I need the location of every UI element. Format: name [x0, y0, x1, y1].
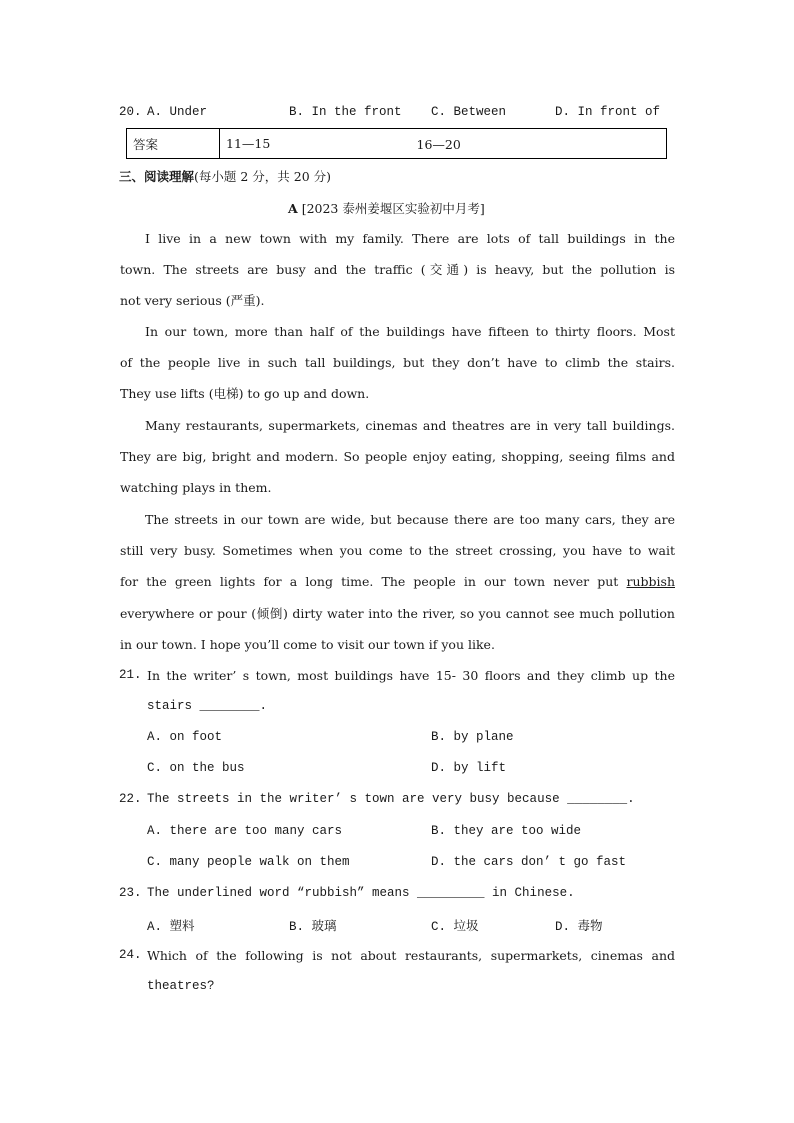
paragraph-line: town. The streets are busy and the traffic (交通) is heavy, but the pollution is [120, 262, 675, 278]
paragraph-line: The streets in our town are wide, but because there are too many cars, they are [145, 512, 675, 527]
option-b: B. they are too wide [431, 824, 582, 838]
answer-range-1: 11—15 [226, 136, 271, 151]
question-number: 24. [119, 948, 142, 962]
passage-paragraph-4 [120, 504, 675, 660]
question-stem-cont: theatres? [147, 979, 215, 993]
passage-heading [288, 199, 485, 217]
paragraph-line: of the people live in such tall buildings, but they don’t have to climb the stairs. [120, 355, 675, 371]
question-stem: The underlined word “rubbish” means _________ in Chinese. [147, 886, 575, 900]
paragraph-line: watching plays in them. [120, 480, 272, 496]
answer-table [126, 128, 667, 159]
option-b: B. 玻璃 [289, 920, 337, 934]
question-stem: Which of the following is not about restaurants, supermarkets, cinemas and [147, 948, 675, 963]
option-a: A. 塑料 [147, 920, 195, 934]
option-c: C. many people walk on them [147, 855, 350, 869]
section-note: (每小题 2 分，共 20 分) [194, 169, 332, 184]
section-title: 三、阅读理解 [119, 169, 195, 184]
option-c: C. Between [431, 105, 507, 119]
answer-cell [220, 129, 667, 159]
paragraph-line: still very busy. Sometimes when you come to the street crossing, you have to wait [120, 543, 675, 559]
paragraph-line: in our town. I hope you’ll come to visit our town if you like. [120, 636, 495, 652]
option-b: B. In the front [289, 105, 402, 119]
underlined-word: rubbish [626, 574, 675, 590]
paragraph-line: In our town, more than half of the buildings have fifteen to thirty floors. Most [145, 324, 675, 339]
option-a: A. Under [147, 105, 208, 119]
option-d: D. by lift [431, 761, 507, 775]
option-c: C. 垃圾 [431, 920, 479, 934]
option-d: D. the cars don’ t go fast [431, 855, 627, 869]
question-stem-cont: stairs ________. [147, 699, 268, 713]
line-text: for the green lights for a long time. The people in our town never put [120, 574, 619, 590]
passage-letter: A [288, 201, 298, 216]
question-number: 23. [119, 886, 142, 900]
paragraph-line: They are big, bright and modern. So people enjoy eating, shopping, seeing films and [120, 449, 675, 465]
paragraph-line [120, 566, 675, 597]
option-d: D. 毒物 [555, 920, 603, 934]
option-a: A. on foot [147, 730, 223, 744]
paragraph-line: Many restaurants, supermarkets, cinemas and theatres are in very tall buildings. [145, 418, 675, 433]
answer-range-2: 16—20 [416, 136, 461, 152]
section-heading [119, 167, 331, 185]
paragraph-line: I live in a new town with my family. There are lots of tall buildings in the [145, 231, 675, 246]
paragraph-line: everywhere or pour (倾倒) dirty water into the river, so you cannot see much pollution [120, 605, 675, 621]
question-stem: In the writer’ s town, most buildings have 15- 30 floors and they climb up the [147, 668, 675, 683]
passage-paragraph-3 [120, 410, 675, 504]
passage-source: [2023 泰州姜堰区实验初中月考] [301, 201, 485, 216]
question-number: 20. [119, 105, 142, 119]
option-a: A. there are too many cars [147, 824, 343, 838]
paragraph-line: not very serious (严重). [120, 293, 265, 309]
answer-label: 答案 [127, 129, 220, 159]
paragraph-line: They use lifts (电梯) to go up and down. [120, 386, 370, 402]
question-number: 21. [119, 668, 142, 682]
question-stem: The streets in the writer’ s town are very busy because ________. [147, 792, 635, 806]
question-number: 22. [119, 792, 142, 806]
passage-paragraph-1 [120, 223, 675, 317]
option-b: B. by plane [431, 730, 514, 744]
option-d: D. In front of [555, 105, 661, 119]
option-c: C. on the bus [147, 761, 245, 775]
passage-paragraph-2 [120, 316, 675, 410]
